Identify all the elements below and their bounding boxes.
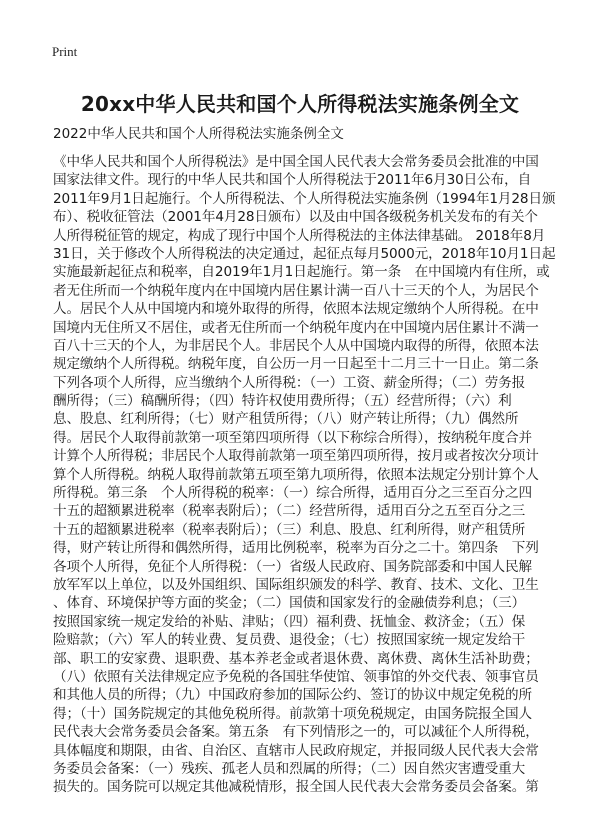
body-text-line: 各项个人所得，免征个人所得税：（一）省级人民政府、国务院部委和中国人民解 (53, 558, 532, 575)
body-text-line: 放军军以上单位，以及外国组织、国际组织颁发的科学、教育、技术、文化、卫生 (53, 576, 539, 593)
body-text-line: 国家法律文件。现行的中华人民共和国个人所得税法于2011年6月30日公布，自 (53, 172, 532, 189)
body-text-line: 得；（十）国务院规定的其他免税所得。前款第十项免税规定，由国务院报全国人 (53, 705, 532, 722)
body-text-line: 民代表大会常务委员会备案。第五条 有下列情形之一的，可以减征个人所得税， (53, 724, 539, 741)
body-text-line: 2011年9月1日起施行。个人所得税法、个人所得税法实施条例（1994年1月28日颁 (53, 190, 556, 207)
body-text-line: 人。居民个人从中国境内和境外取得的所得，依照本法规定缴纳个人所得税。在中 (53, 301, 539, 318)
body-text-line: 得。居民个人取得前款第一项至第四项所得（以下称综合所得），按纳税年度合并 (53, 429, 532, 446)
body-text-line: 实施最新起征点和税率，自2019年1月1日起施行。第一条 在中国境内有住所，或 (53, 264, 550, 281)
body-text-line: 得，财产转让所得和偶然所得，适用比例税率，税率为百分之二十。第四条 下列 (53, 540, 539, 557)
body-text-line: 按照国家统一规定发给的补贴、津贴；（四）福利费、抚恤金、救济金；（五）保 (53, 613, 526, 630)
body-text-line: 务委员会备案：（一）残疾、孤老人员和烈属的所得；（二）因自然灾害遭受重大 (53, 760, 526, 777)
body-text-line: 和其他人员的所得；（九）中国政府参加的国际公约、签订的协议中规定免税的所 (53, 687, 532, 704)
body-text-line: 百八十三天的个人，为非居民个人。非居民个人从中国境内取得的所得，依照本法 (53, 337, 539, 354)
body-text-line: 下列各项个人所得，应当缴纳个人所得税：（一）工资、薪金所得；（二）劳务报 (53, 374, 526, 391)
body-text-line: 损失的。国务院可以规定其他减税情形，报全国人民代表大会常务委员会备案。第 (53, 779, 539, 796)
body-text-line: 规定缴纳个人所得税。纳税年度，自公历一月一日起至十二月三十一日止。第二条 (53, 356, 539, 373)
body-text-line: 国境内无住所又不居住，或者无住所而一个纳税年度内在中国境内居住累计不满一 (53, 319, 539, 336)
body-text-line: 具体幅度和期限，由省、自治区、直辖市人民政府规定，并报同级人民代表大会常 (53, 742, 539, 759)
document-title: 20xx中华人民共和国个人所得税法实施条例全文 (80, 92, 520, 116)
body-text-line: 所得税。第三条 个人所得税的税率：（一）综合所得，适用百分之三至百分之四 (53, 485, 532, 502)
document-subtitle: 2022中华人民共和国个人所得税法实施条例全文 (53, 126, 344, 142)
body-text-line: 酬所得；（三）稿酬所得；（四）特许权使用费所得；（五）经营所得；（六）利 (53, 393, 512, 410)
body-text-line: 布）、税收征管法（2001年4月28日颁布）以及由中国各级税务机关发布的有关个 (53, 209, 538, 226)
body-text-line: 算个人所得税。纳税人取得前款第五项至第九项所得，依照本法规定分别计算个人 (53, 466, 539, 483)
print-link[interactable]: Print (52, 44, 78, 59)
body-text-line: 险赔款；（六）军人的转业费、复员费、退役金；（七）按照国家统一规定发给干 (53, 632, 526, 649)
body-text-line: 、体育、环境保护等方面的奖金；（二）国债和国家发行的金融债券利息；（三） (53, 595, 526, 612)
body-text-line: 息、股息、红利所得；（七）财产租赁所得；（八）财产转让所得；（九）偶然所 (53, 411, 519, 428)
body-text-line: 十五的超额累进税率（税率表附后）；（三）利息、股息、红利所得，财产租赁所 (53, 521, 526, 538)
body-text-line: 十五的超额累进税率（税率表附后）；（二）经营所得，适用百分之五至百分之三 (53, 503, 526, 520)
body-text-line: 计算个人所得税；非居民个人取得前款第一项至第四项所得，按月或者按次分项计 (53, 448, 539, 465)
body-text-line: 部、职工的安家费、退职费、基本养老金或者退休费、离休费、离休生活补助费； (53, 650, 539, 667)
body-text-line: （八）依照有关法律规定应予免税的各国驻华使馆、领事馆的外交代表、领事官员 (53, 668, 539, 685)
body-text-line: 31日，关于修改个人所得税法的决定通过，起征点每月5000元，2018年10月1日起 (53, 245, 556, 262)
body-text-line: 人所得税征管的规定，构成了现行中国个人所得税法的主体法律基础。 2018年8月 (53, 227, 546, 244)
body-text-line: 者无住所而一个纳税年度内在中国境内居住累计满一百八十三天的个人，为居民个 (53, 282, 539, 299)
document-body (53, 153, 563, 797)
body-text-line: 《中华人民共和国个人所得税法》是中国全国人民代表大会常务委员会批准的中国 (53, 154, 539, 170)
